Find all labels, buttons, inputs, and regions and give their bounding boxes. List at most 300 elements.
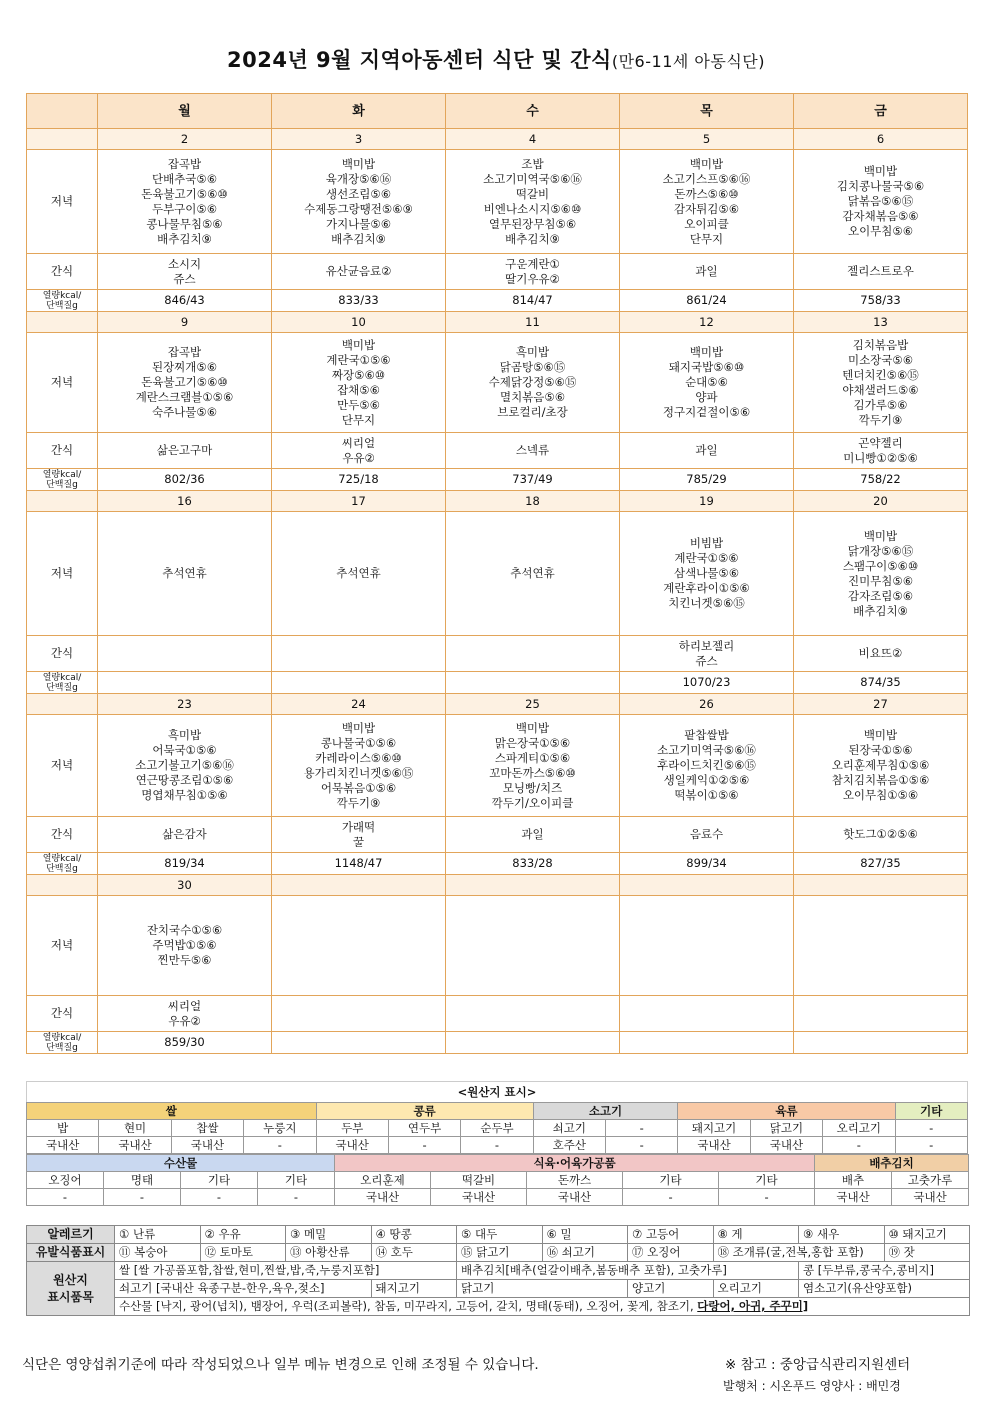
origin-item: 현미 xyxy=(99,1120,171,1137)
origin-group-kimchi: 배추김치 xyxy=(815,1155,969,1172)
origin-value: - xyxy=(388,1137,460,1154)
meal-table xyxy=(26,93,968,1054)
origin-item: 연두부 xyxy=(388,1120,460,1137)
date-cell: 11 xyxy=(446,312,620,333)
origin-value: 국내산 xyxy=(892,1189,969,1206)
date-cell xyxy=(446,875,620,896)
origin-value: 국내산 xyxy=(431,1189,527,1206)
snack-item: 젤리스트로우 xyxy=(847,264,914,278)
origin-items-label: 원산지 표시품목 xyxy=(27,1262,115,1316)
date-row-label xyxy=(27,694,98,715)
kcal-cell: 785/29 xyxy=(620,469,794,491)
dinner-cell xyxy=(446,150,620,254)
origin-item: 찹쌀 xyxy=(171,1120,243,1137)
origin-value: 국내산 xyxy=(335,1189,431,1206)
snack-item: 우유② xyxy=(342,450,375,465)
menu-item: 용가리치킨너겟⑤⑥⑮ xyxy=(303,765,414,780)
menu-item: 백미밥 xyxy=(863,728,898,742)
origin-value: 국내산 xyxy=(678,1137,750,1154)
allergy-label-2: 유발식품표시 xyxy=(27,1244,115,1262)
allergen-item: ⑱ 조개류(굴,전복,홍합 포함) xyxy=(713,1244,884,1262)
menu-item: 배추김치⑨ xyxy=(157,231,212,246)
snack-cell xyxy=(620,636,794,672)
allergen-item: ⑬ 아황산류 xyxy=(286,1244,372,1262)
allergen-item: ③ 메밀 xyxy=(286,1226,372,1244)
dinner-cell xyxy=(272,896,446,996)
snack-item: 곤약젤리 xyxy=(858,435,903,450)
menu-item: 찐만두⑤⑥ xyxy=(157,953,212,967)
menu-item: 진미무침⑤⑥ xyxy=(847,573,914,588)
date-cell: 20 xyxy=(794,491,968,512)
origin-value: - xyxy=(181,1189,258,1206)
allergen-item: ⑩ 돼지고기 xyxy=(884,1226,970,1244)
origin-value: 국내산 xyxy=(527,1189,623,1206)
kcal-cell: 859/30 xyxy=(98,1032,272,1054)
menu-item: 단무지 xyxy=(341,412,376,427)
date-row-label xyxy=(27,312,98,333)
menu-item: 어묵볶음①⑤⑥ xyxy=(320,780,397,795)
snack-item: 가래떡 xyxy=(341,819,376,834)
origin-value: 국내산 xyxy=(171,1137,243,1154)
snack-item: 소시지 xyxy=(167,256,202,271)
allergen-item: ⑭ 호두 xyxy=(371,1244,457,1262)
menu-item: 깍두기⑨ xyxy=(858,412,903,427)
kcal-cell: 833/33 xyxy=(272,290,446,312)
snack-item: 쥬스 xyxy=(173,271,196,286)
dinner-cell xyxy=(620,333,794,433)
origin-group-etc: 기타 xyxy=(895,1103,968,1120)
menu-item: 비엔나소시지⑤⑥⑩ xyxy=(483,201,582,216)
snack-cell xyxy=(98,254,272,290)
kcal-cell xyxy=(794,1032,968,1054)
menu-item: 수제닭강정⑤⑥⑮ xyxy=(488,375,577,389)
allergen-item: ⑰ 오징어 xyxy=(628,1244,714,1262)
origin-item: 오리고기 xyxy=(823,1120,895,1137)
dinner-cell xyxy=(620,896,794,996)
snack-cell xyxy=(620,817,794,853)
origin-value: - xyxy=(823,1137,895,1154)
snack-cell xyxy=(446,636,620,672)
snack-item: 구운계란① xyxy=(505,256,560,271)
origin-item: 누룽지 xyxy=(244,1120,316,1137)
origin-item-rice: 쌀 [쌀 가공품포함,찹쌀,현미,찐쌀,밥,죽,누룽지포함] xyxy=(115,1262,457,1280)
origin-item: 돈까스 xyxy=(527,1172,623,1189)
menu-item: 된장찌개⑤⑥ xyxy=(151,360,218,374)
snack-cell xyxy=(794,433,968,469)
menu-item: 어묵국①⑤⑥ xyxy=(152,743,217,757)
dinner-cell xyxy=(98,896,272,996)
snack-cell xyxy=(272,433,446,469)
origin-value: - xyxy=(258,1189,335,1206)
menu-item: 닭볶음⑤⑥⑮ xyxy=(847,194,914,208)
date-cell: 16 xyxy=(98,491,272,512)
snack-item: 쥬스 xyxy=(695,653,718,668)
dinner-cell xyxy=(446,715,620,817)
kcal-label: 열량kcal/ 단백질g xyxy=(27,853,98,875)
menu-item: 카레라이스⑤⑥⑩ xyxy=(315,750,402,765)
origin-value: 국내산 xyxy=(750,1137,822,1154)
menu-item: 정구지겉절이⑤⑥ xyxy=(662,405,751,419)
allergy-table xyxy=(26,1225,970,1316)
menu-item: 콩나물무침⑤⑥ xyxy=(146,216,223,231)
origin-item: 순두부 xyxy=(461,1120,533,1137)
kcal-cell: 874/35 xyxy=(794,672,968,694)
menu-item: 스파게티①⑤⑥ xyxy=(494,750,571,765)
menu-item: 김치콩나물국⑤⑥ xyxy=(836,179,925,193)
dinner-cell xyxy=(98,150,272,254)
origin-item: 오징어 xyxy=(27,1172,104,1189)
origin-value: - xyxy=(895,1137,968,1154)
page-title xyxy=(0,44,992,74)
menu-item: 닭개장⑤⑥⑮ xyxy=(847,543,914,558)
origin-section xyxy=(26,1081,968,1206)
menu-item: 짜장⑤⑥⑩ xyxy=(331,367,386,382)
menu-item: 멸치볶음⑤⑥ xyxy=(499,390,566,404)
date-cell: 25 xyxy=(446,694,620,715)
menu-item: 추석연휴 xyxy=(336,566,381,580)
menu-item: 소고기미역국⑤⑥⑯ xyxy=(483,171,582,186)
menu-item: 연근땅콩조림①⑤⑥ xyxy=(135,773,234,787)
menu-item: 가지나물⑤⑥ xyxy=(325,216,392,231)
allergen-item: ⑨ 새우 xyxy=(799,1226,885,1244)
date-cell: 12 xyxy=(620,312,794,333)
menu-item: 백미밥 xyxy=(341,337,376,352)
dinner-label: 저녁 xyxy=(27,896,98,996)
menu-item: 모닝빵/치즈 xyxy=(502,780,563,795)
dinner-cell xyxy=(98,715,272,817)
kcal-cell: 846/43 xyxy=(98,290,272,312)
dinner-cell xyxy=(620,715,794,817)
menu-item: 야채샐러드⑤⑥ xyxy=(842,382,919,397)
allergen-item: ① 난류 xyxy=(115,1226,201,1244)
dinner-cell xyxy=(98,512,272,636)
origin-item: 밥 xyxy=(27,1120,99,1137)
allergen-item: ⑧ 게 xyxy=(713,1226,799,1244)
dinner-cell xyxy=(794,715,968,817)
kcal-cell: 1148/47 xyxy=(272,853,446,875)
origin-value: - xyxy=(27,1189,104,1206)
snack-cell xyxy=(446,996,620,1032)
menu-item: 삼색나물⑤⑥ xyxy=(673,566,740,580)
dinner-cell xyxy=(794,333,968,433)
kcal-cell: 899/34 xyxy=(620,853,794,875)
date-cell xyxy=(794,875,968,896)
menu-item: 감자채볶음⑤⑥ xyxy=(842,209,919,223)
menu-item: 주먹밥①⑤⑥ xyxy=(152,938,217,952)
menu-item: 백미밥 xyxy=(341,156,376,171)
snack-item: 딸기우유② xyxy=(505,271,560,286)
day-header: 목 xyxy=(620,94,794,129)
menu-item: 백미밥 xyxy=(689,345,724,359)
snack-cell xyxy=(272,996,446,1032)
menu-item: 생선조림⑤⑥ xyxy=(325,186,392,201)
kcal-label: 열량kcal/ 단백질g xyxy=(27,1032,98,1054)
menu-item: 백미밥 xyxy=(863,528,898,543)
menu-item: 콩나물국①⑤⑥ xyxy=(320,735,397,750)
kcal-cell: 1070/23 xyxy=(620,672,794,694)
menu-item: 비빔밥 xyxy=(689,536,724,550)
date-row-label xyxy=(27,129,98,150)
kcal-cell: 814/47 xyxy=(446,290,620,312)
menu-item: 계란국①⑤⑥ xyxy=(674,551,739,565)
date-cell: 3 xyxy=(272,129,446,150)
menu-item: 잡채⑤⑥ xyxy=(337,382,380,397)
menu-item: 꼬마돈까스⑤⑥⑩ xyxy=(489,765,576,780)
origin-value: - xyxy=(461,1137,533,1154)
snack-cell xyxy=(794,996,968,1032)
origin-item: 두부 xyxy=(316,1120,388,1137)
origin-item-beef: 쇠고기 [국내산 육종구분-한우,육우,젖소] xyxy=(115,1280,372,1298)
snack-label: 간식 xyxy=(27,996,98,1032)
date-cell xyxy=(620,875,794,896)
title-sub: (만6-11세 아동식단) xyxy=(611,52,765,71)
snack-cell xyxy=(446,433,620,469)
origin-group-meat: 육류 xyxy=(678,1103,895,1120)
snack-item: 음료수 xyxy=(689,827,724,841)
footer-publisher: 발행처 : 시온푸드 영양사 : 배민경 xyxy=(723,1379,901,1393)
snack-cell xyxy=(620,996,794,1032)
origin-item-pork: 돼지고기 xyxy=(371,1280,457,1298)
menu-item: 만두⑤⑥ xyxy=(337,397,380,412)
dinner-cell xyxy=(620,512,794,636)
date-cell: 2 xyxy=(98,129,272,150)
allergen-item: ② 우유 xyxy=(200,1226,286,1244)
snack-label: 간식 xyxy=(27,817,98,853)
origin-group-bean: 콩류 xyxy=(316,1103,533,1120)
date-cell: 6 xyxy=(794,129,968,150)
menu-item: 조밥 xyxy=(521,156,544,171)
origin-item: - xyxy=(606,1120,678,1137)
menu-item: 소고기스프⑤⑥⑯ xyxy=(662,171,751,186)
menu-item: 배추김치⑨ xyxy=(331,231,386,246)
snack-item: 과일 xyxy=(695,264,718,278)
allergen-item: ④ 땅콩 xyxy=(371,1226,457,1244)
dinner-cell xyxy=(98,333,272,433)
kcal-label: 열량kcal/ 단백질g xyxy=(27,290,98,312)
menu-item: 돼지국밥⑤⑥⑩ xyxy=(668,360,745,374)
menu-item: 잔치국수①⑤⑥ xyxy=(146,923,223,937)
dinner-cell xyxy=(446,333,620,433)
menu-item: 열무된장무침⑤⑥ xyxy=(488,216,577,231)
date-cell: 30 xyxy=(98,875,272,896)
menu-item: 맑은장국①⑤⑥ xyxy=(494,735,571,750)
origin-item-duck: 오리고기 xyxy=(713,1280,799,1298)
kcal-cell xyxy=(446,672,620,694)
snack-item: 과일 xyxy=(695,443,718,457)
menu-item: 미소장국⑤⑥ xyxy=(847,352,914,367)
corner-cell xyxy=(27,94,98,129)
origin-group-processed: 식육·어육가공품 xyxy=(335,1155,815,1172)
date-cell: 24 xyxy=(272,694,446,715)
snack-cell xyxy=(98,636,272,672)
menu-item: 깍두기⑨ xyxy=(336,795,381,810)
menu-item: 치킨너겟⑤⑥⑮ xyxy=(668,596,745,610)
menu-item: 추석연휴 xyxy=(510,566,555,580)
menu-item: 텐더치킨⑤⑥⑮ xyxy=(842,367,919,382)
kcal-cell: 758/33 xyxy=(794,290,968,312)
snack-label: 간식 xyxy=(27,636,98,672)
kcal-cell: 758/22 xyxy=(794,469,968,491)
snack-item: 하리보젤리 xyxy=(678,638,735,653)
menu-item: 김치볶음밥 xyxy=(852,337,909,352)
menu-item: 두부구이⑤⑥ xyxy=(151,201,218,216)
snack-cell xyxy=(98,433,272,469)
dinner-label: 저녁 xyxy=(27,333,98,433)
allergen-item: ⑲ 잣 xyxy=(884,1244,970,1262)
kcal-cell xyxy=(272,1032,446,1054)
snack-item: 삶은고구마 xyxy=(156,443,213,457)
menu-item: 김가루⑤⑥ xyxy=(853,397,908,412)
menu-item: 순대⑤⑥ xyxy=(685,375,728,389)
menu-item: 돈육불고기⑤⑥⑩ xyxy=(141,375,228,389)
origin-value: - xyxy=(104,1189,181,1206)
origin-item-goat: 염소고기(유산양포함) xyxy=(799,1280,970,1298)
dinner-cell xyxy=(794,150,968,254)
origin-value: - xyxy=(623,1189,719,1206)
origin-value: 국내산 xyxy=(316,1137,388,1154)
menu-item: 계란스크램블①⑤⑥ xyxy=(135,390,234,404)
menu-item: 된장국①⑤⑥ xyxy=(848,743,913,757)
allergen-item: ⑤ 대두 xyxy=(457,1226,543,1244)
menu-item: 육개장⑤⑥⑯ xyxy=(325,171,392,186)
origin-value: 국내산 xyxy=(99,1137,171,1154)
origin-value: - xyxy=(244,1137,316,1154)
menu-item: 양파 xyxy=(695,390,718,404)
origin-item-lamb: 양고기 xyxy=(628,1280,714,1298)
allergen-item: ⑮ 닭고기 xyxy=(457,1244,543,1262)
menu-item: 오리훈제무침①⑤⑥ xyxy=(831,758,930,772)
dinner-label: 저녁 xyxy=(27,150,98,254)
allergen-item: ⑫ 토마토 xyxy=(200,1244,286,1262)
snack-item: 삶은감자 xyxy=(162,827,207,841)
kcal-cell: 819/34 xyxy=(98,853,272,875)
snack-cell xyxy=(272,636,446,672)
menu-item: 단배추국⑤⑥ xyxy=(151,171,218,186)
menu-item: 닭곰탕⑤⑥⑮ xyxy=(499,360,566,374)
allergen-item: ⑯ 쇠고기 xyxy=(542,1244,628,1262)
menu-item: 감자튀김⑤⑥ xyxy=(673,201,740,216)
menu-item: 숙주나물⑤⑥ xyxy=(151,405,218,419)
dinner-label: 저녁 xyxy=(27,512,98,636)
origin-value: 국내산 xyxy=(815,1189,892,1206)
date-cell: 23 xyxy=(98,694,272,715)
dinner-cell xyxy=(272,333,446,433)
menu-item: 소고기미역국⑤⑥⑯ xyxy=(657,743,756,757)
kcal-cell: 861/24 xyxy=(620,290,794,312)
allergen-item: ⑥ 밀 xyxy=(542,1226,628,1244)
snack-cell xyxy=(98,996,272,1032)
origin-table-1 xyxy=(26,1102,968,1154)
menu-item: 오이무침⑤⑥ xyxy=(847,224,914,238)
menu-item: 계란후라이①⑤⑥ xyxy=(663,581,750,595)
menu-item: 잡곡밥 xyxy=(167,345,202,359)
snack-label: 간식 xyxy=(27,254,98,290)
origin-item: 떡갈비 xyxy=(431,1172,527,1189)
date-cell: 13 xyxy=(794,312,968,333)
menu-item: 흑미밥 xyxy=(515,345,550,359)
menu-item: 돈육불고기⑤⑥⑩ xyxy=(141,186,228,201)
day-header: 수 xyxy=(446,94,620,129)
menu-item: 잡곡밥 xyxy=(167,156,202,171)
menu-item: 계란국①⑤⑥ xyxy=(326,352,391,367)
date-row-label xyxy=(27,875,98,896)
origin-item-seafood: 수산물 [낙지, 광어(넙치), 뱀장어, 우럭(조피볼락), 참돔, 미꾸라지, 고등어, 갈치, 명태(동태), 오징어, 꽃게, 참조기, 다랑어, 아귀, 주꾸미] xyxy=(115,1298,970,1316)
origin-value: 호주산 xyxy=(533,1137,605,1154)
origin-item: 오리훈제 xyxy=(335,1172,431,1189)
menu-item: 오이무침①⑤⑥ xyxy=(842,788,919,802)
snack-cell xyxy=(794,636,968,672)
origin-group-beef: 소고기 xyxy=(533,1103,678,1120)
menu-item: 팥찹쌀밥 xyxy=(684,728,729,742)
origin-item: - xyxy=(895,1120,968,1137)
snack-item: 비요뜨② xyxy=(858,646,903,660)
footer-note: 식단은 영양섭취기준에 따라 작성되었으나 일부 메뉴 변경으로 인해 조정될 수 있습니다. xyxy=(22,1357,539,1373)
snack-cell xyxy=(272,254,446,290)
menu-item: 소고기불고기⑤⑥⑯ xyxy=(135,758,234,772)
origin-value: - xyxy=(606,1137,678,1154)
menu-item: 단무지 xyxy=(689,231,724,246)
origin-item: 닭고기 xyxy=(750,1120,822,1137)
origin-item: 쇠고기 xyxy=(533,1120,605,1137)
kcal-cell xyxy=(98,672,272,694)
kcal-cell xyxy=(620,1032,794,1054)
origin-item: 기타 xyxy=(258,1172,335,1189)
origin-item: 기타 xyxy=(181,1172,258,1189)
origin-item-chicken: 닭고기 xyxy=(457,1280,628,1298)
origin-item: 돼지고기 xyxy=(678,1120,750,1137)
snack-item: 과일 xyxy=(521,827,544,841)
snack-cell xyxy=(620,433,794,469)
kcal-cell: 833/28 xyxy=(446,853,620,875)
origin-item: 기타 xyxy=(623,1172,719,1189)
snack-cell xyxy=(98,817,272,853)
allergen-item: ⑦ 고등어 xyxy=(628,1226,714,1244)
origin-value: - xyxy=(719,1189,815,1206)
dinner-label: 저녁 xyxy=(27,715,98,817)
menu-item: 흑미밥 xyxy=(167,728,202,742)
snack-item: 유산균음료② xyxy=(325,264,392,278)
menu-item: 명엽채무침①⑤⑥ xyxy=(141,788,228,802)
origin-item: 명태 xyxy=(104,1172,181,1189)
menu-item: 돈까스⑤⑥⑩ xyxy=(674,186,739,201)
menu-item: 추석연휴 xyxy=(162,566,207,580)
dinner-cell xyxy=(272,715,446,817)
day-header: 월 xyxy=(98,94,272,129)
day-header: 금 xyxy=(794,94,968,129)
kcal-cell: 737/49 xyxy=(446,469,620,491)
menu-item: 배추김치⑨ xyxy=(505,231,560,246)
origin-item-kimchi: 배추김치[배추(얼갈이배추,봄동배추 포함), 고춧가루] xyxy=(457,1262,799,1280)
dinner-cell xyxy=(272,150,446,254)
kcal-cell: 827/35 xyxy=(794,853,968,875)
snack-item: 핫도그①②⑤⑥ xyxy=(843,827,918,841)
snack-item: 씨리얼 xyxy=(341,435,376,450)
menu-item: 백미밥 xyxy=(863,164,898,178)
dinner-cell xyxy=(446,512,620,636)
snack-item: 스넥류 xyxy=(515,443,550,457)
menu-item: 생일케익①②⑤⑥ xyxy=(663,773,750,787)
date-cell: 26 xyxy=(620,694,794,715)
menu-item: 수제동그랑땡전⑤⑥⑨ xyxy=(304,201,413,216)
snack-cell xyxy=(794,817,968,853)
allergen-item: ⑪ 복숭아 xyxy=(115,1244,201,1262)
snack-item: 씨리얼 xyxy=(167,998,202,1013)
menu-item: 배추김치⑨ xyxy=(853,603,908,618)
kcal-cell xyxy=(446,1032,620,1054)
dinner-cell xyxy=(794,896,968,996)
date-row-label xyxy=(27,491,98,512)
origin-item-bean: 콩 [두부류,콩국수,콩비지] xyxy=(799,1262,970,1280)
